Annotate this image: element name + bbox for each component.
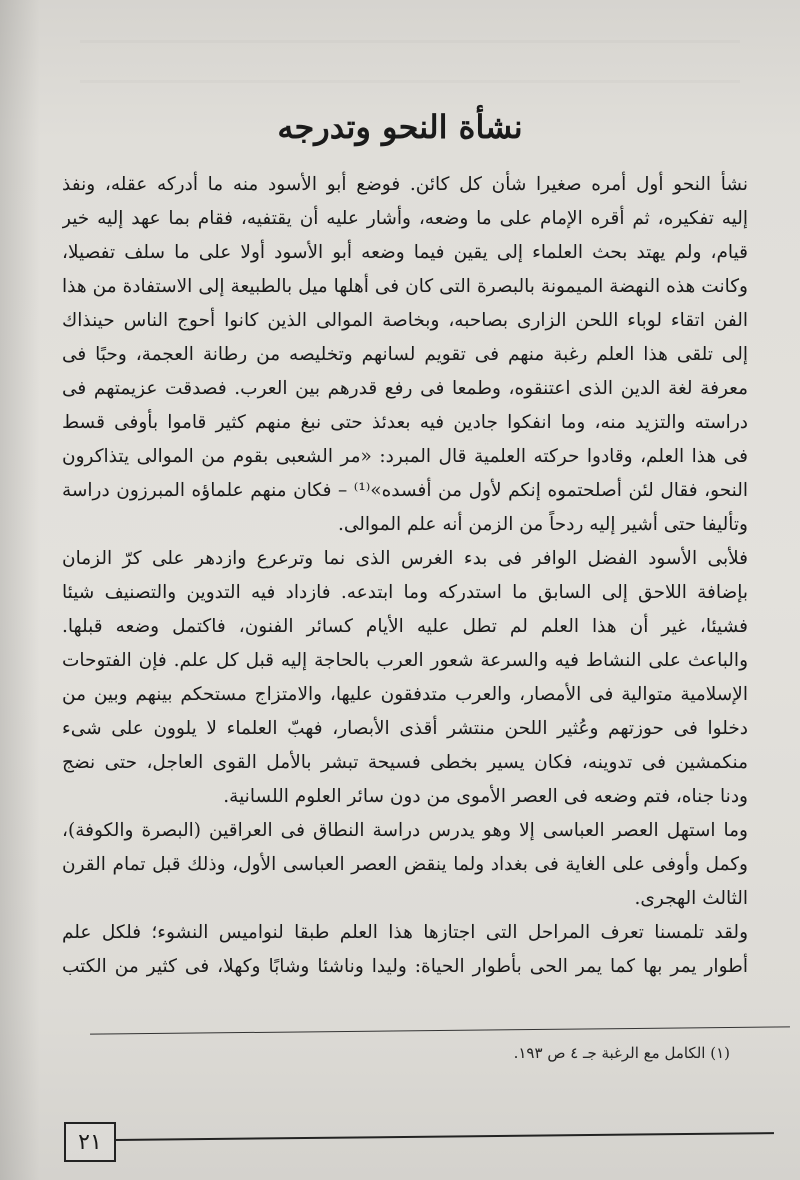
text-line: الثالث الهجرى. (634, 888, 748, 909)
text-line: قيام، ولم يهتد بحث العلماء إلى يقين فيما وضعه أبو الأسود أولا على ما سلف تفصيلا، (62, 242, 748, 263)
text-line: فشيئا، غير أن هذا العلم لم تطل عليه الأيام كسائر الفنون، فاكتمل وضعه قبلها. (62, 616, 748, 637)
text-line: فلأبى الأسود الفضل الوافر فى بدء الغرس الذى نما وترعرع وازدهر على كرّ الزمان (62, 548, 748, 569)
text-line: أطوار يمر بها كما يمر الحى بأطوار الحياة: وليدا وناشئا وشابًا وكهلا، فى كثير من الكتب (62, 956, 748, 977)
text-line: دراسته والتزيد منه، وما انفكوا جادين فيه بعدئذ حتى نبغ منهم كثير قاموا بأوفى قسط (62, 412, 748, 433)
text-line: الإسلامية متوالية فى الأمصار، والعرب متدفقون عليها، والامتزاج مستحكم بينهم وبين من (62, 684, 748, 705)
text-line: والباعث على النشاط فيه والسرعة شعور العرب بالحاجة إليه قبل كل علم. فإن الفتوحات (62, 650, 748, 671)
page-gutter-shadow (0, 0, 40, 1180)
show-through-text (80, 40, 740, 100)
text-line: ودنا جناه، فتم وضعه فى العصر الأموى من دون سائر العلوم اللسانية. (223, 786, 748, 807)
text-line: النحو، فقال لئن أصلحتموه إنكم لأول من أفسده»⁽¹⁾ – فكان منهم علماؤه المبرزون دراسة (62, 480, 748, 501)
text-line: ولقد تلمسنا تعرف المراحل التى اجتازها هذا العلم طبقا لنواميس النشوء؛ فلكل علم (62, 922, 748, 943)
text-line: الفن اتقاء لوباء اللحن الزارى بصاحبه، وبخاصة الموالى الذين كانوا أحوج الناس حينذاك (62, 310, 748, 331)
text-line: فى هذا العلم، وقادوا حركته العلمية قال المبرد: «مر الشعبى بقوم من الموالى يتذاكرون (62, 446, 748, 467)
page-number (64, 1122, 116, 1162)
bottom-rule (114, 1132, 774, 1141)
footnote-divider (90, 1026, 790, 1034)
text-line: دخلوا فى حوزتهم وعُثير اللحن منتشر أقذى الأبصار، فهبّ العلماء لا يلوون على شىء (62, 718, 748, 739)
footnote: (١) الكامل مع الرغبة جـ ٤ ص ١٩٣. (513, 1044, 730, 1062)
text-line: إليه تفكيره، ثم أقره الإمام على ما وضعه، وأشار عليه أن يقتفيه، فقام بما عهد إليه خير (62, 208, 748, 229)
text-line: منكمشين فى تدوينه، فكان يسير بخطى فسيحة تبشر بالأمل القوى العاجل، حتى نضج (62, 752, 748, 773)
text-line: وكمل وأوفى على الغاية فى بغداد ولما ينقض العصر العباسى الأول، وذلك قبل تمام القرن (62, 854, 748, 875)
text-line: وكانت هذه النهضة الميمونة بالبصرة التى كان فى أهلها ميل بالطبيعة إلى الاستفادة من هذا (62, 276, 748, 297)
text-line: بإضافة اللاحق إلى السابق ما استدركه وما ابتدعه. فازداد فيه التدوين والتصنيف شيئا (62, 582, 748, 603)
chapter-title: نشأة النحو وتدرجه (277, 108, 523, 146)
text-line: إلى تلقى هذا العلم رغبة منهم فى تقويم لسانهم وتخليصه من رطانة العجمة، وحبًا فى (62, 344, 748, 365)
text-line: وتأليفا حتى أشير إليه ردحاً من الزمن أنه علم الموالى. (337, 514, 748, 535)
body-text (62, 168, 748, 1000)
text-line: وما استهل العصر العباسى إلا وهو يدرس دراسة النطاق فى العراقين (البصرة والكوفة)، (62, 820, 748, 841)
page-number-text: ٢١ (78, 1129, 102, 1155)
text-line: نشأ النحو أول أمره صغيرا شأن كل كائن. فوضع أبو الأسود منه ما أدركه عقله، ونفذ (62, 174, 748, 195)
text-line: معرفة لغة الدين الذى اعتنقوه، وطمعا فى رفع قدرهم بين العرب. فصدقت عزيمتهم فى (62, 378, 748, 399)
